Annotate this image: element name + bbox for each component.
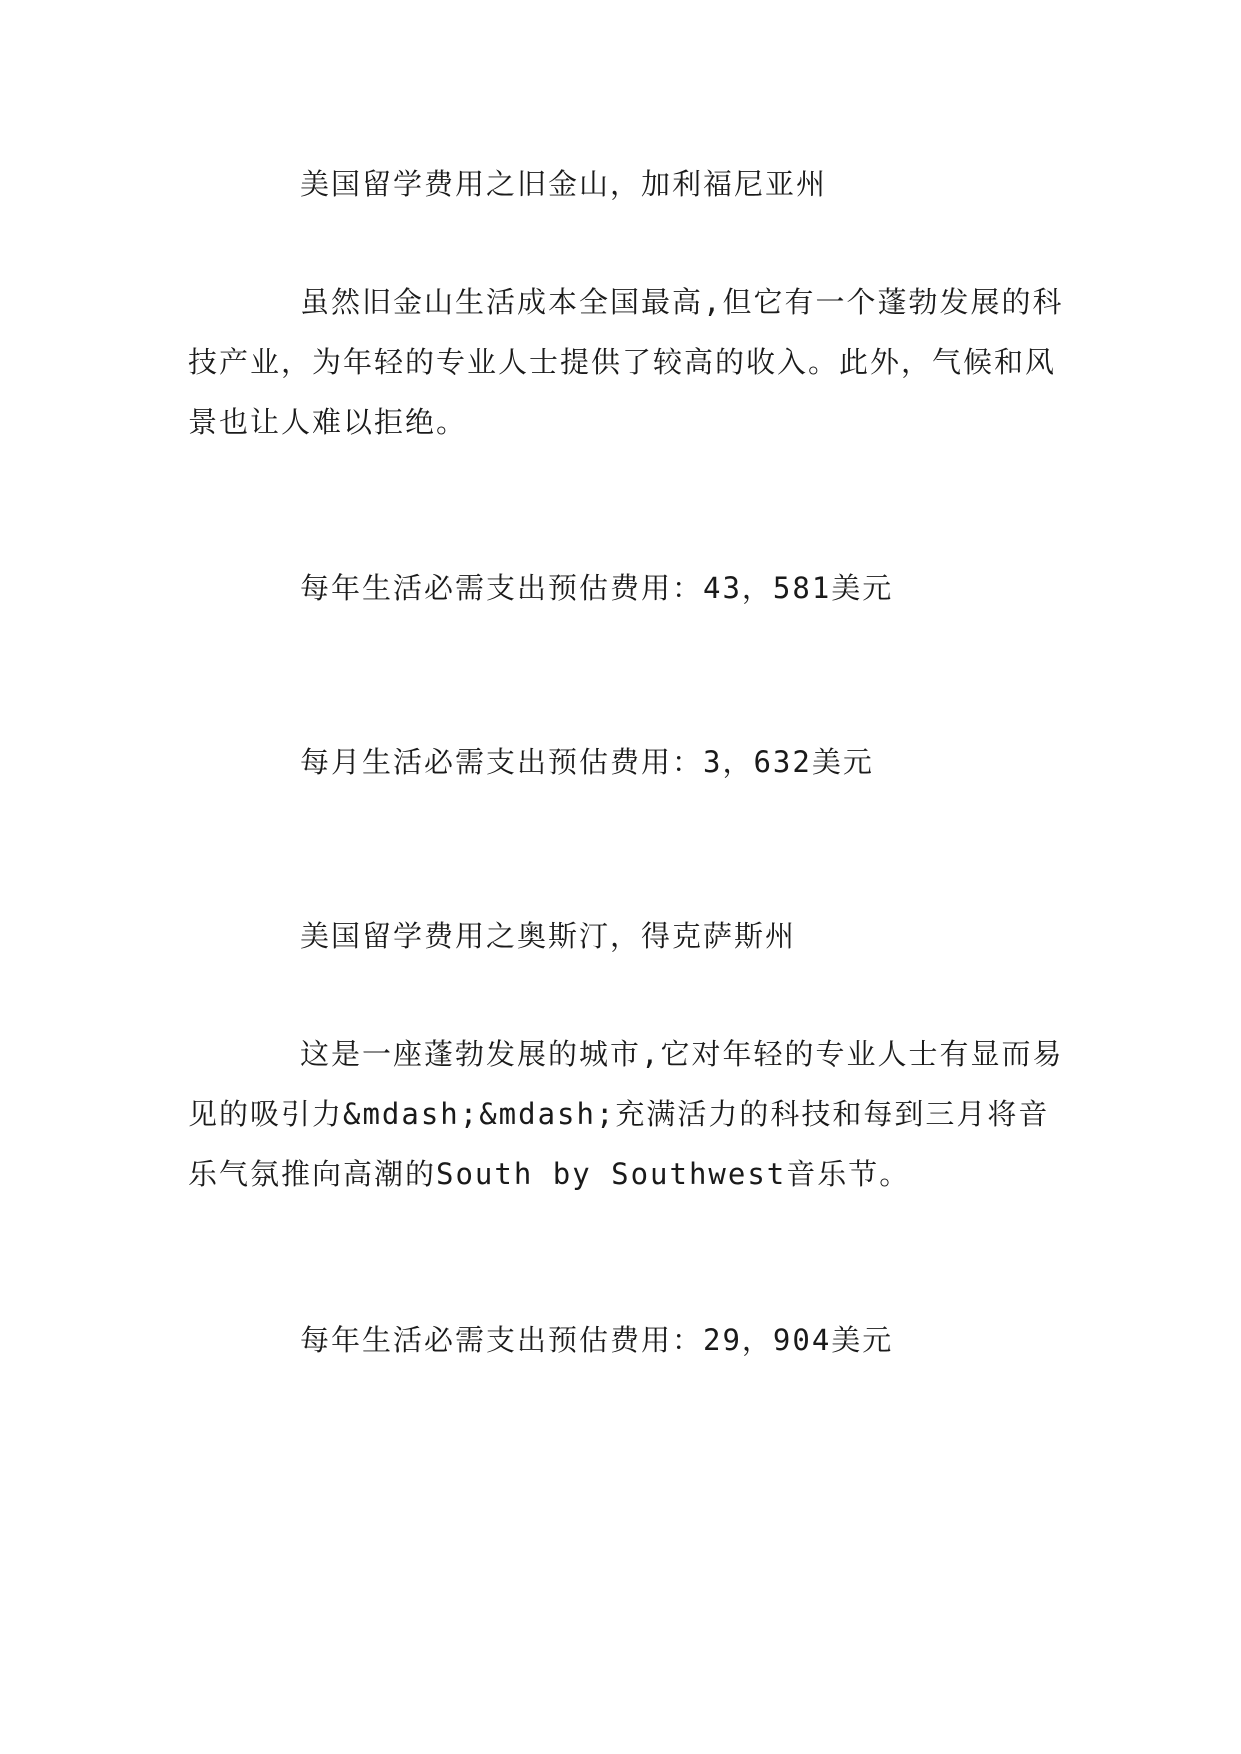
sf-monthly-cost: 每月生活必需支出预估费用：3，632美元 xyxy=(300,745,874,779)
austin-annual-cost: 每年生活必需支出预估费用：29，904美元 xyxy=(300,1323,894,1357)
austin-paragraph: 这是一座蓬勃发展的城市,它对年轻的专业人士有显而易见的吸引力&mdash;&mdash;充满活力的科技和每到三月将音乐气氛推向高潮的South by Southwest音乐节。 xyxy=(188,1037,1064,1191)
sf-annual-cost: 每年生活必需支出预估费用：43，581美元 xyxy=(300,571,894,605)
sf-paragraph: 虽然旧金山生活成本全国最高,但它有一个蓬勃发展的科技产业，为年轻的专业人士提供了较高的收入。此外，气候和风景也让人难以拒绝。 xyxy=(188,285,1064,439)
austin-heading: 美国留学费用之奥斯汀，得克萨斯州 xyxy=(300,919,797,953)
sf-heading: 美国留学费用之旧金山，加利福尼亚州 xyxy=(300,167,828,201)
